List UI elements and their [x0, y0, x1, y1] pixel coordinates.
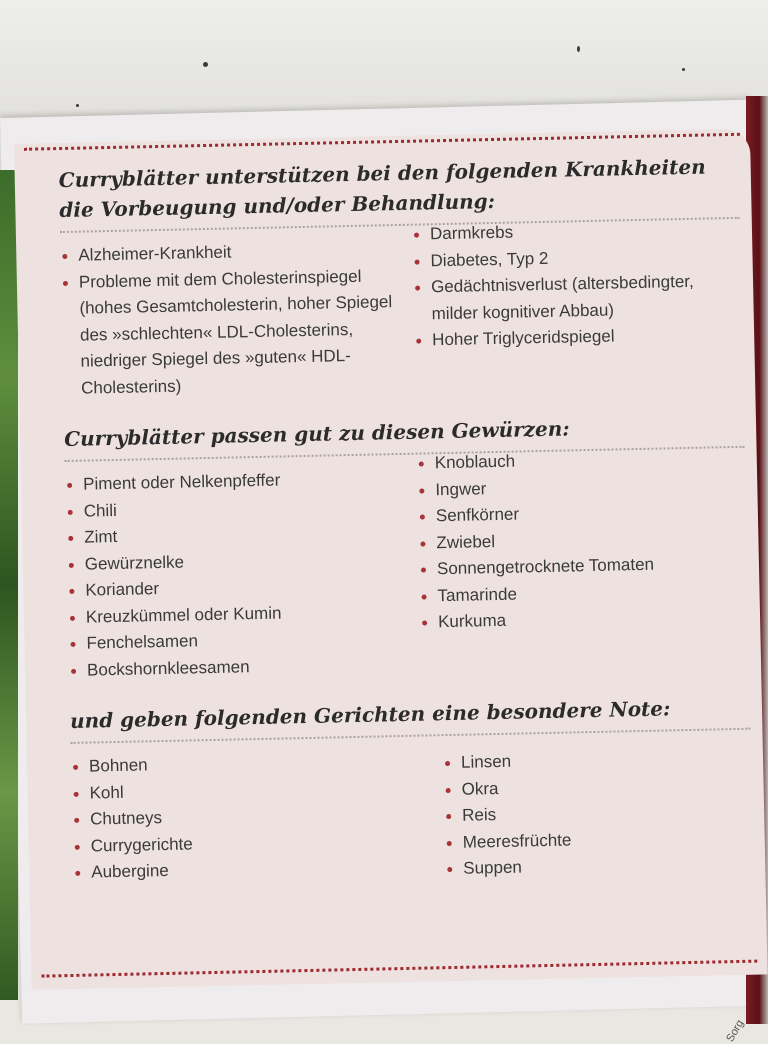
dust-speck — [76, 104, 79, 107]
list-item: Ingwer — [417, 470, 745, 503]
section-dishes — [70, 692, 754, 891]
list-item: Currygerichte — [72, 826, 444, 860]
list-left — [65, 465, 421, 684]
list-item: Diabetes, Typ 2 — [412, 241, 740, 274]
list-item: Koriander — [67, 571, 419, 605]
dotted-border-bottom — [41, 960, 757, 978]
list-columns — [65, 451, 749, 684]
list-columns — [71, 740, 754, 891]
list-left — [71, 746, 446, 890]
leaf-photo-strip — [0, 170, 18, 1000]
list-item: Knoblauch — [417, 444, 745, 477]
section-diseases — [58, 151, 743, 402]
list-item: Alzheimer-Krankheit — [60, 236, 412, 270]
list-item: Hoher Triglyceridspiegel — [414, 321, 742, 354]
list-item: Zimt — [66, 518, 418, 552]
dust-speck — [203, 62, 208, 67]
list-item: Bohnen — [71, 746, 443, 780]
list-item: Senfkörner — [418, 497, 746, 530]
info-box — [14, 129, 768, 990]
list-item: Okra — [443, 770, 751, 803]
dust-speck — [682, 68, 685, 71]
list-item: Probleme mit dem Cholesterinspiegel (hohes Gesamtcholesterin, hoher Spiegel des »schlechten« LDL-Cholesterins, niedriger Spiegel des »guten« HDL-Cholesterins) — [61, 262, 416, 402]
section-heading: Curryblätter passen gut zu diesen Gewürzen: — [64, 410, 745, 462]
list-item: Chutneys — [72, 799, 444, 833]
corner-page-text: Sorg — [723, 1018, 746, 1044]
list-right — [443, 744, 754, 883]
list-right — [412, 215, 744, 395]
section-spices — [64, 410, 749, 684]
list-item: Suppen — [445, 850, 753, 883]
box-content — [58, 151, 754, 913]
section-heading: und geben folgenden Gerichten eine besondere Note: — [70, 692, 751, 744]
list-item: Aubergine — [73, 852, 445, 886]
list-item: Reis — [444, 797, 752, 830]
list-item: Sonnengetrocknete Tomaten — [419, 550, 747, 583]
list-item: Tamarinde — [419, 576, 747, 609]
list-item: Zwiebel — [418, 523, 746, 556]
heading-line-2: die Vorbeugung und/oder Behandlung: — [59, 188, 496, 223]
list-item: Chili — [65, 491, 417, 525]
list-item: Gewürznelke — [67, 544, 419, 578]
list-item: Gedächtnisverlust (altersbedingter, milder kognitiver Abbau) — [413, 268, 742, 328]
list-item: Linsen — [443, 744, 751, 777]
dust-speck — [577, 46, 580, 52]
heading-line-1: Curryblätter unterstützen bei den folgenden Krankheiten — [58, 154, 706, 193]
list-right — [417, 444, 750, 677]
list-item: Kohl — [71, 773, 443, 807]
list-item: Darmkrebs — [412, 215, 740, 248]
list-columns — [60, 222, 743, 402]
list-item: Bockshornkleesamen — [69, 650, 421, 684]
list-item: Kreuzkümmel oder Kumin — [68, 597, 420, 631]
list-item: Kurkuma — [420, 603, 748, 636]
list-left — [60, 236, 415, 402]
list-item: Fenchelsamen — [68, 624, 420, 658]
list-item: Piment oder Nelkenpfeffer — [65, 465, 417, 499]
list-item: Meeresfrüchte — [444, 823, 752, 856]
